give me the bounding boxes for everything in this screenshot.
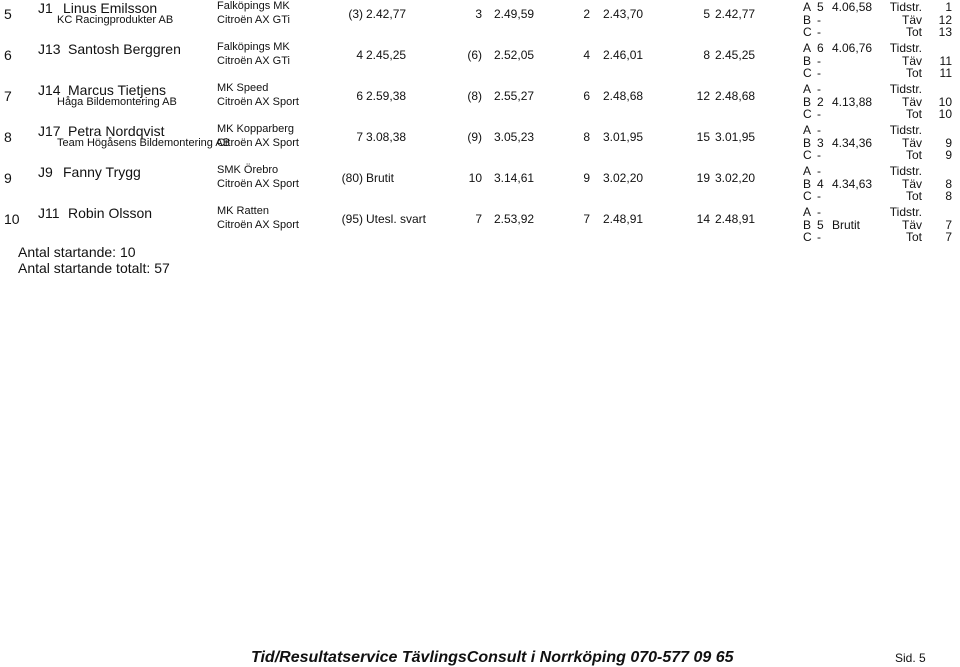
final-score-label: Täv <box>901 94 922 109</box>
final-score-points: 7 <box>945 217 952 232</box>
round2-time: 2.53,92 <box>494 212 535 226</box>
round3-time: 2.43,70 <box>603 7 644 21</box>
final-heat-position: - <box>817 205 821 219</box>
round2-time: 3.14,61 <box>494 171 535 185</box>
round3-time: 2.48,91 <box>603 212 644 226</box>
round3-position: 4 <box>583 48 590 62</box>
final-heat-time: 4.06,58 <box>832 0 873 14</box>
final-score-label: Täv <box>901 217 922 232</box>
final-heat-position: - <box>817 66 821 80</box>
final-heat-time: 4.34,36 <box>832 135 873 150</box>
round1-position: 4 <box>356 48 363 62</box>
final-heat-position: - <box>817 107 821 121</box>
car-model: Citroën AX Sport <box>217 178 299 190</box>
start-number: J11 <box>38 205 60 221</box>
club-name: Falköpings MK <box>217 41 290 53</box>
final-heat-position: - <box>817 25 821 39</box>
best-time: 2.48,91 <box>715 212 756 226</box>
final-heat-position: - <box>817 164 821 178</box>
final-score-points: 12 <box>938 12 952 27</box>
round1-position: (80) <box>341 171 363 185</box>
round3-position: 7 <box>583 212 590 226</box>
final-score-label: Täv <box>901 176 922 191</box>
final-score-points: 11 <box>939 66 952 80</box>
final-score-label: Tot <box>905 230 922 244</box>
driver-name: Petra Nordqvist <box>68 123 165 139</box>
round1-position: (95) <box>341 212 363 226</box>
final-score-label: Täv <box>901 135 922 150</box>
final-heat-letter: B <box>803 94 812 109</box>
round2-time: 2.55,27 <box>494 89 535 103</box>
final-score-label: Tidstr. <box>889 123 922 137</box>
driver-name: Marcus Tietjens <box>68 82 167 98</box>
round3-position: 9 <box>583 171 590 185</box>
round1-time: 2.42,77 <box>366 7 407 21</box>
round1-time: 3.08,38 <box>366 130 407 144</box>
final-heat-position: 2 <box>817 94 824 109</box>
round1-position: 7 <box>356 130 363 144</box>
driver-name: Santosh Berggren <box>68 41 181 57</box>
club-name: Falköpings MK <box>217 0 290 12</box>
round3-time: 3.02,20 <box>603 171 644 185</box>
final-heat-letter: A <box>803 41 812 55</box>
final-heat-letter: C <box>803 107 812 121</box>
round1-time: 2.59,38 <box>366 89 407 103</box>
final-score-label: Tidstr. <box>889 82 922 96</box>
team-name: Håga Bildemontering AB <box>57 96 177 108</box>
final-score-label: Tidstr. <box>889 205 922 219</box>
final-heat-position: - <box>817 82 821 96</box>
final-score-points: 13 <box>938 25 952 39</box>
final-score-label: Tidstr. <box>889 164 922 178</box>
round2-time: 3.05,23 <box>494 130 535 144</box>
place-number: 5 <box>4 6 12 22</box>
starters-count: Antal startande: 10 <box>18 244 136 260</box>
final-score-label: Tot <box>905 189 922 203</box>
best-time: 3.02,20 <box>715 171 756 185</box>
final-score-label: Täv <box>901 53 922 68</box>
final-heat-letter: A <box>803 164 812 178</box>
final-heat-position: 5 <box>817 0 824 14</box>
final-heat-position: - <box>817 12 821 27</box>
team-name: KC Racingprodukter AB <box>57 14 174 26</box>
round2-position: 3 <box>475 7 482 21</box>
round3-time: 2.48,68 <box>603 89 644 103</box>
final-heat-letter: A <box>803 82 812 96</box>
round2-time: 2.49,59 <box>494 7 535 21</box>
best-position: 12 <box>696 89 710 103</box>
final-heat-letter: C <box>803 25 812 39</box>
club-name: MK Ratten <box>217 205 269 217</box>
round3-position: 6 <box>583 89 590 103</box>
place-number: 7 <box>4 88 12 104</box>
start-number: J17 <box>38 123 61 139</box>
round3-time: 2.46,01 <box>603 48 644 62</box>
best-position: 5 <box>703 7 710 21</box>
club-name: SMK Örebro <box>217 164 279 176</box>
round1-position: (3) <box>348 7 363 21</box>
start-number: J9 <box>38 164 53 180</box>
starters-total: Antal startande totalt: 57 <box>18 260 170 276</box>
start-number: J14 <box>38 82 61 98</box>
final-heat-position: - <box>817 189 821 203</box>
final-score-label: Tot <box>905 107 922 121</box>
car-model: Citroën AX Sport <box>217 219 299 231</box>
final-heat-letter: C <box>803 148 812 162</box>
place-number: 8 <box>4 129 12 145</box>
footer-service: Tid/Resultatservice TävlingsConsult i Norrköping 070-577 09 65 <box>251 649 734 666</box>
final-score-points: 7 <box>945 230 952 244</box>
driver-name: Linus Emilsson <box>63 0 158 16</box>
final-score-points: 8 <box>945 176 952 191</box>
best-time: 2.45,25 <box>715 48 756 62</box>
final-heat-time: 4.06,76 <box>832 41 873 55</box>
final-heat-position: - <box>817 148 821 162</box>
club-name: MK Kopparberg <box>217 123 295 135</box>
round2-position: (8) <box>467 89 482 103</box>
final-heat-letter: B <box>803 217 812 232</box>
start-number: J1 <box>38 0 53 16</box>
final-heat-time: Brutit <box>832 217 861 232</box>
team-name: Team Högåsens Bildemontering AB <box>57 137 231 149</box>
final-score-points: 1 <box>945 0 952 14</box>
place-number: 10 <box>4 211 20 227</box>
car-model: Citroën AX GTi <box>217 14 290 26</box>
final-score-points: 8 <box>945 189 952 203</box>
final-heat-position: 4 <box>817 176 824 191</box>
final-heat-letter: C <box>803 66 812 80</box>
best-time: 2.42,77 <box>715 7 756 21</box>
driver-name: Robin Olsson <box>68 205 153 221</box>
final-heat-time: 4.13,88 <box>832 94 873 109</box>
best-time: 2.48,68 <box>715 89 756 103</box>
final-score-points: 9 <box>945 135 952 150</box>
best-position: 15 <box>696 130 710 144</box>
final-score-points: 11 <box>939 53 952 68</box>
round1-position: 6 <box>356 89 363 103</box>
best-position: 8 <box>703 48 710 62</box>
round3-position: 8 <box>583 130 590 144</box>
round2-time: 2.52,05 <box>494 48 535 62</box>
driver-name: Fanny Trygg <box>63 164 141 180</box>
final-heat-position: 6 <box>817 41 824 55</box>
round1-time: Utesl. svart <box>366 212 427 226</box>
final-heat-letter: A <box>803 123 812 137</box>
best-position: 19 <box>696 171 710 185</box>
final-heat-letter: A <box>803 205 812 219</box>
final-score-points: 9 <box>945 148 952 162</box>
final-score-label: Tot <box>905 66 922 80</box>
final-score-label: Tot <box>905 25 922 39</box>
car-model: Citroën AX GTi <box>217 55 290 67</box>
final-heat-time: 4.34,63 <box>832 176 873 191</box>
round2-position: 7 <box>475 212 482 226</box>
place-number: 6 <box>4 47 12 63</box>
best-position: 14 <box>696 212 710 226</box>
final-heat-letter: B <box>803 135 812 150</box>
final-heat-position: - <box>817 53 821 68</box>
page-number: Sid. 5 <box>895 651 926 665</box>
final-heat-letter: B <box>803 176 812 191</box>
final-heat-letter: B <box>803 53 812 68</box>
final-heat-position: - <box>817 123 821 137</box>
final-heat-position: 5 <box>817 217 824 232</box>
final-score-label: Tidstr. <box>889 41 922 55</box>
round3-time: 3.01,95 <box>603 130 644 144</box>
final-score-points: 10 <box>938 94 952 109</box>
best-time: 3.01,95 <box>715 130 756 144</box>
final-heat-position: - <box>817 230 821 244</box>
final-heat-letter: A <box>803 0 812 14</box>
start-number: J13 <box>38 41 61 57</box>
round2-position: (9) <box>467 130 482 144</box>
final-score-label: Tot <box>905 148 922 162</box>
round2-position: (6) <box>467 48 482 62</box>
final-score-label: Tidstr. <box>889 0 922 14</box>
car-model: Citroën AX Sport <box>217 96 299 108</box>
final-heat-letter: C <box>803 189 812 203</box>
round3-position: 2 <box>583 7 590 21</box>
car-model: Citroën AX Sport <box>217 137 299 149</box>
final-heat-letter: C <box>803 230 812 244</box>
round2-position: 10 <box>468 171 482 185</box>
round1-time: Brutit <box>366 171 395 185</box>
round1-time: 2.45,25 <box>366 48 407 62</box>
final-heat-letter: B <box>803 12 812 27</box>
club-name: MK Speed <box>217 82 269 94</box>
final-heat-position: 3 <box>817 135 824 150</box>
final-score-points: 10 <box>938 107 952 121</box>
place-number: 9 <box>4 170 12 186</box>
final-score-label: Täv <box>901 12 922 27</box>
